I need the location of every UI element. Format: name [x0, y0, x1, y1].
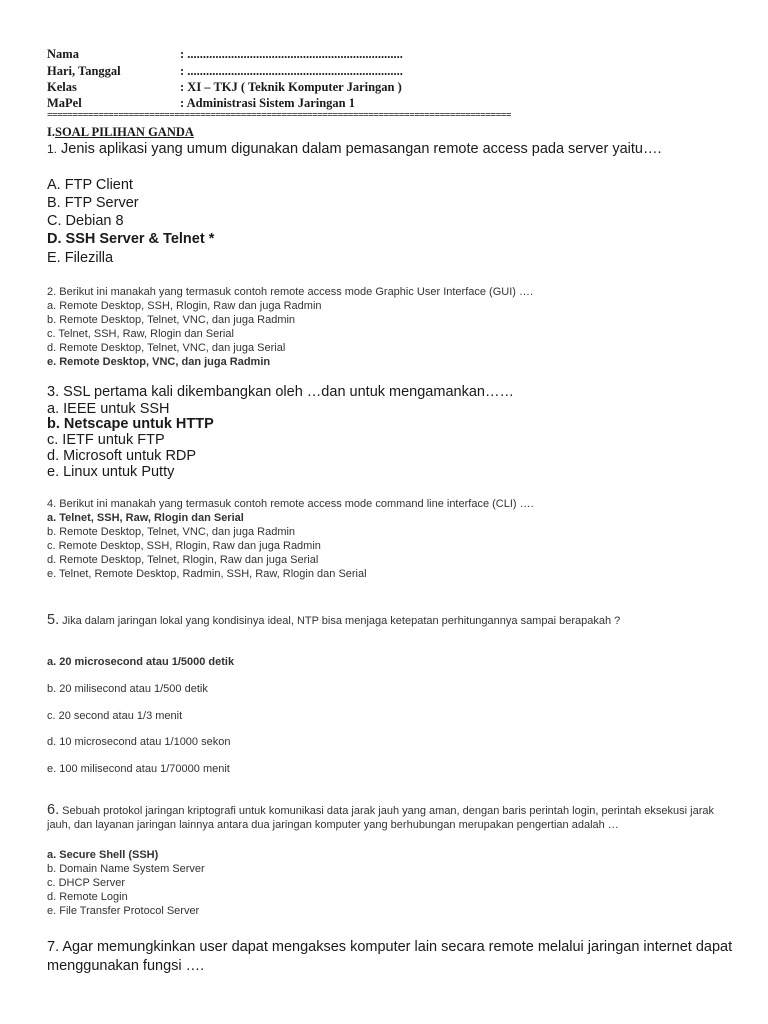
q1-option-c: C. Debian 8 [47, 213, 124, 229]
q4-option-e: e. Telnet, Remote Desktop, Radmin, SSH, Raw, Rlogin dan Serial [47, 568, 367, 580]
header-label-nama: Nama [47, 47, 79, 61]
header-label-kelas: Kelas [47, 80, 77, 94]
header-value-tanggal: : ..................................................................... [180, 64, 403, 78]
question-5-text [47, 614, 737, 627]
question-number: 4. [47, 498, 57, 510]
q1-option-d-answer: D. SSH Server & Telnet * [47, 231, 215, 247]
question-1-text [47, 140, 727, 158]
q4-option-b: b. Remote Desktop, Telnet, VNC, dan juga Radmin [47, 526, 296, 538]
q3-option-e: e. Linux untuk Putty [47, 464, 175, 480]
q6-option-a-answer: a. Secure Shell (SSH) [47, 849, 159, 861]
section-number: I. [47, 125, 55, 139]
question-number: 6. [47, 802, 60, 818]
question-7-stem: Agar memungkinkan user dapat mengakses komputer lain secara remote melalui jaringan internet dapat menggunakan fungsi …. [47, 939, 733, 974]
section-title-text: SOAL PILIHAN GANDA [55, 125, 194, 139]
header-value-kelas: : XI – TKJ ( Teknik Komputer Jaringan ) [180, 80, 402, 94]
q4-option-d: d. Remote Desktop, Telnet, Rlogin, Raw dan juga Serial [47, 554, 319, 566]
q5-option-e: e. 100 milisecond atau 1/70000 menit [47, 763, 230, 775]
q3-option-b-answer: b. Netscape untuk HTTP [47, 416, 214, 432]
q2-option-d: d. Remote Desktop, Telnet, VNC, dan juga Serial [47, 342, 286, 354]
header-label-tanggal: Hari, Tanggal [47, 64, 121, 78]
q1-option-e: E. Filezilla [47, 250, 114, 266]
header-separator: =========================================================================================== [47, 110, 511, 121]
question-3-text [47, 384, 514, 400]
q6-option-e: e. File Transfer Protocol Server [47, 905, 200, 917]
q3-option-c: c. IETF untuk FTP [47, 432, 165, 448]
question-1-stem: Jenis aplikasi yang umum digunakan dalam pemasangan remote access pada server yaitu…. [57, 141, 662, 157]
question-3-stem: SSL pertama kali dikembangkan oleh …dan untuk mengamankan…… [59, 384, 514, 400]
question-5-stem: Jika dalam jaringan lokal yang kondisinya ideal, NTP bisa menjaga ketepatan perhitungannya sampai berapakah ? [59, 615, 621, 627]
q6-option-b: b. Domain Name System Server [47, 863, 205, 875]
question-number: 5. [47, 612, 60, 628]
header-label-mapel: MaPel [47, 96, 82, 110]
header-value-nama: : ..................................................................... [180, 47, 403, 61]
question-2-stem: Berikut ini manakah yang termasuk contoh remote access mode Graphic User Interface (GUI) …. [56, 286, 534, 298]
question-number: 2. [47, 286, 57, 298]
q6-option-d: d. Remote Login [47, 891, 128, 903]
question-4-stem: Berikut ini manakah yang termasuk contoh remote access mode command line interface (CLI) …. [56, 498, 534, 510]
q2-option-c: c. Telnet, SSH, Raw, Rlogin dan Serial [47, 328, 234, 340]
q1-option-b: B. FTP Server [47, 195, 139, 211]
question-4-text [47, 498, 534, 510]
section-title [47, 125, 194, 140]
q2-option-a: a. Remote Desktop, SSH, Rlogin, Raw dan juga Radmin [47, 300, 322, 312]
q6-option-c: c. DHCP Server [47, 877, 126, 889]
header-value-mapel: : Administrasi Sistem Jaringan 1 [180, 96, 356, 110]
q3-option-d: d. Microsoft untuk RDP [47, 448, 197, 464]
q5-option-a-answer: a. 20 microsecond atau 1/5000 detik [47, 656, 235, 668]
q2-option-b: b. Remote Desktop, Telnet, VNC, dan juga Radmin [47, 314, 296, 326]
q5-option-b: b. 20 milisecond atau 1/500 detik [47, 683, 208, 695]
question-2-text [47, 286, 533, 298]
question-number: 7. [47, 939, 60, 955]
q5-option-d: d. 10 microsecond atau 1/1000 sekon [47, 736, 231, 748]
question-7-text [47, 938, 737, 976]
q3-option-a: a. IEEE untuk SSH [47, 401, 170, 417]
question-6-text [47, 804, 727, 832]
q5-option-c: c. 20 second atau 1/3 menit [47, 710, 183, 722]
q4-option-c: c. Remote Desktop, SSH, Rlogin, Raw dan juga Radmin [47, 540, 321, 552]
question-number: 3. [47, 384, 60, 400]
question-number: 1. [47, 142, 58, 156]
question-6-stem: Sebuah protokol jaringan kriptografi untuk komunikasi data jarak jauh yang aman, dengan baris perintah login, perintah eksekusi jarak jauh, dan layanan jaringan lainnya antara dua jaringan komputer yang berhubungan merupakan pengertian adalah … [47, 805, 714, 831]
q4-option-a-answer: a. Telnet, SSH, Raw, Rlogin dan Serial [47, 512, 244, 524]
q2-option-e-answer: e. Remote Desktop, VNC, dan juga Radmin [47, 356, 271, 368]
q1-option-a: A. FTP Client [47, 177, 133, 193]
